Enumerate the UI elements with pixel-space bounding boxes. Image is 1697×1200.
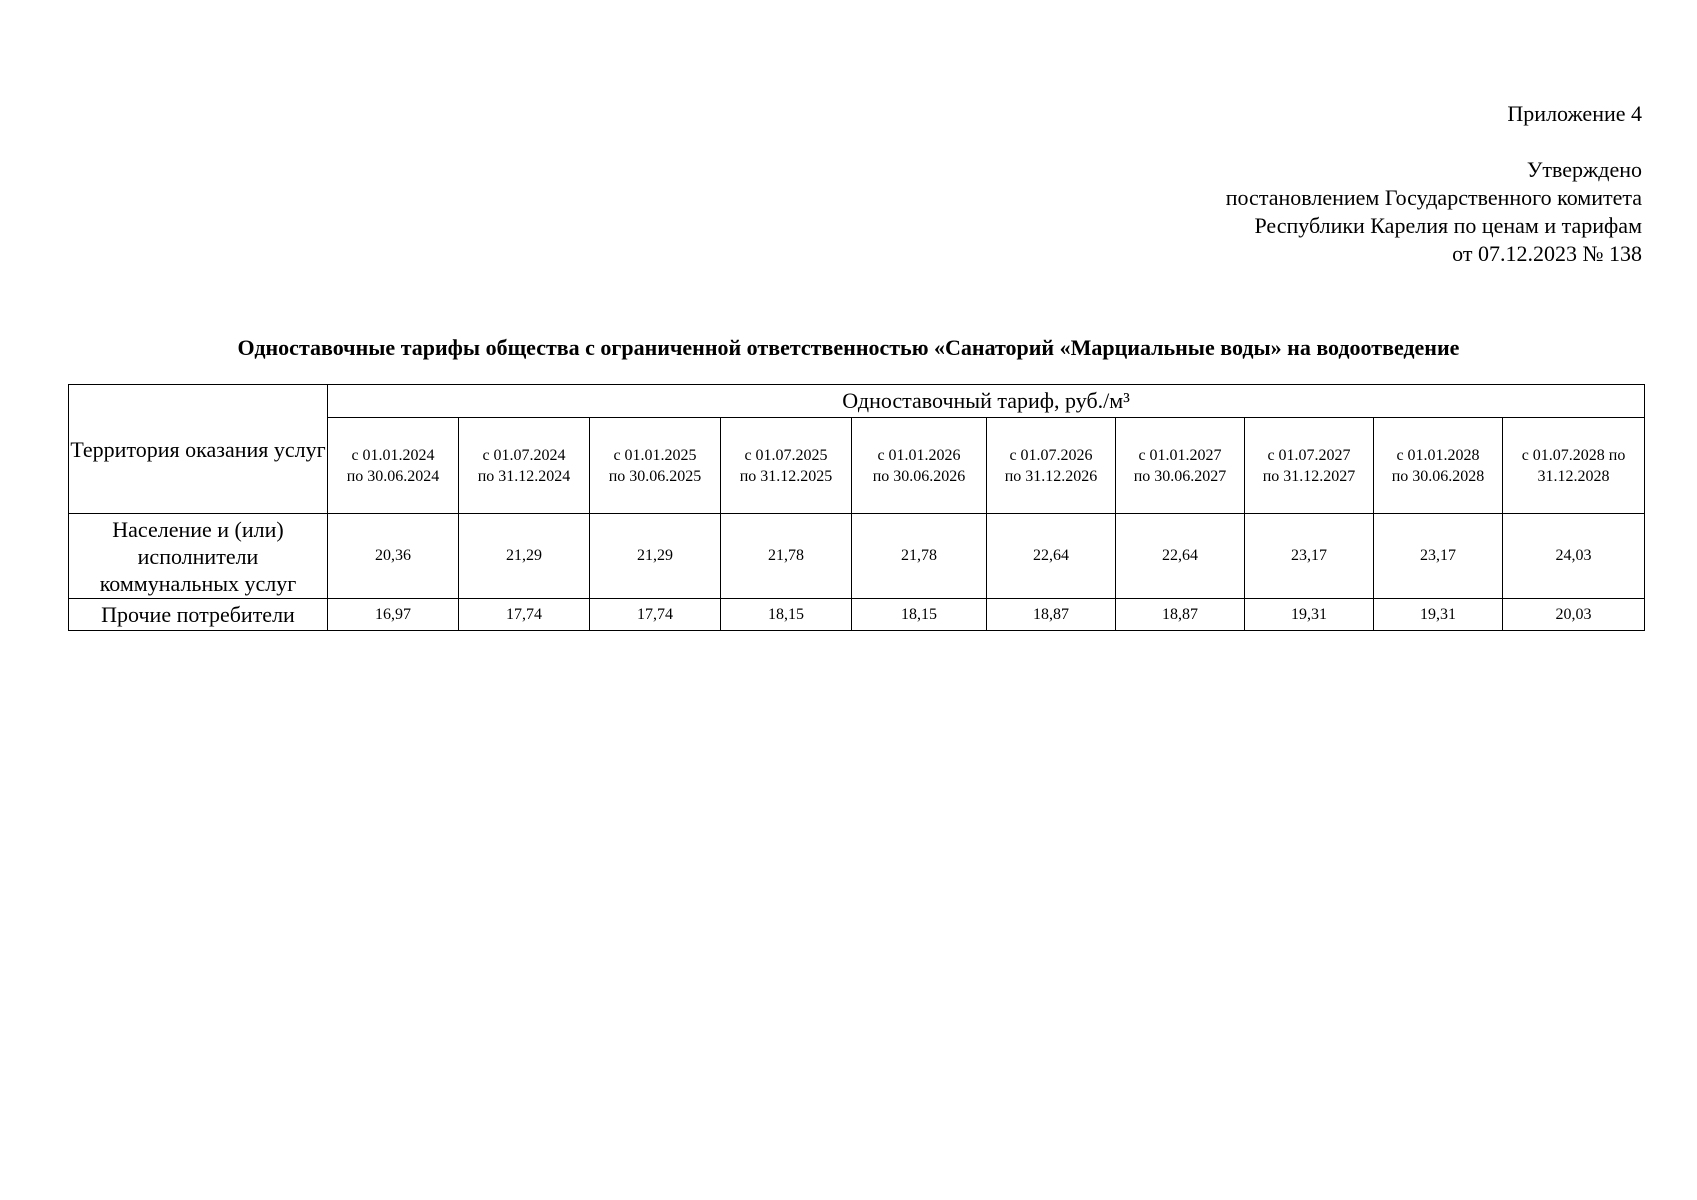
approval-line-3: от 07.12.2023 № 138 — [1452, 241, 1642, 266]
tariff-value: 18,87 — [987, 599, 1116, 631]
approval-header — [1226, 100, 1642, 268]
tariff-value: 17,74 — [590, 599, 721, 631]
period-header-1: с 01.01.2024 по 30.06.2024 — [328, 418, 459, 514]
tariff-column-group-header: Одноставочный тариф, руб./м³ — [328, 385, 1645, 418]
approval-line-1: постановлением Государственного комитета — [1225, 185, 1642, 210]
tariff-value: 22,64 — [1116, 514, 1245, 599]
period-header-5: с 01.01.2026 по 30.06.2026 — [852, 418, 987, 514]
tariff-value: 18,87 — [1116, 599, 1245, 631]
tariff-value: 18,15 — [852, 599, 987, 631]
period-header-3: с 01.01.2025 по 30.06.2025 — [590, 418, 721, 514]
tariff-value: 20,03 — [1503, 599, 1645, 631]
tariff-table — [68, 384, 1645, 631]
period-header-2: с 01.07.2024 по 31.12.2024 — [459, 418, 590, 514]
tariff-value: 21,29 — [459, 514, 590, 599]
tariff-value: 24,03 — [1503, 514, 1645, 599]
tariff-value: 23,17 — [1374, 514, 1503, 599]
tariff-value: 23,17 — [1245, 514, 1374, 599]
appendix-label: Приложение 4 — [1507, 101, 1642, 126]
tariff-value: 19,31 — [1374, 599, 1503, 631]
territory-column-header: Территория оказания услуг — [69, 385, 328, 514]
row-label: Население и (или) исполнители коммунальных услуг — [69, 514, 328, 599]
tariff-value: 21,78 — [721, 514, 852, 599]
period-header-7: с 01.01.2027 по 30.06.2027 — [1116, 418, 1245, 514]
tariff-value: 16,97 — [328, 599, 459, 631]
tariff-value: 20,36 — [328, 514, 459, 599]
period-header-6: с 01.07.2026 по 31.12.2026 — [987, 418, 1116, 514]
tariff-value: 21,29 — [590, 514, 721, 599]
approved-label: Утверждено — [1526, 157, 1642, 182]
tariff-value: 21,78 — [852, 514, 987, 599]
tariff-value: 22,64 — [987, 514, 1116, 599]
table-row — [69, 514, 1645, 599]
document-title: Одноставочные тарифы общества с ограниченной ответственностью «Санаторий «Марциальные воды» на водоотведение — [237, 335, 1460, 360]
tariff-value: 19,31 — [1245, 599, 1374, 631]
table-row — [69, 599, 1645, 631]
period-header-9: с 01.01.2028 по 30.06.2028 — [1374, 418, 1503, 514]
approval-line-2: Республики Карелия по ценам и тарифам — [1254, 213, 1642, 238]
period-header-10: с 01.07.2028 по 31.12.2028 — [1503, 418, 1645, 514]
tariff-value: 17,74 — [459, 599, 590, 631]
period-header-4: с 01.07.2025 по 31.12.2025 — [721, 418, 852, 514]
tariff-value: 18,15 — [721, 599, 852, 631]
row-label: Прочие потребители — [69, 599, 328, 631]
period-header-8: с 01.07.2027 по 31.12.2027 — [1245, 418, 1374, 514]
